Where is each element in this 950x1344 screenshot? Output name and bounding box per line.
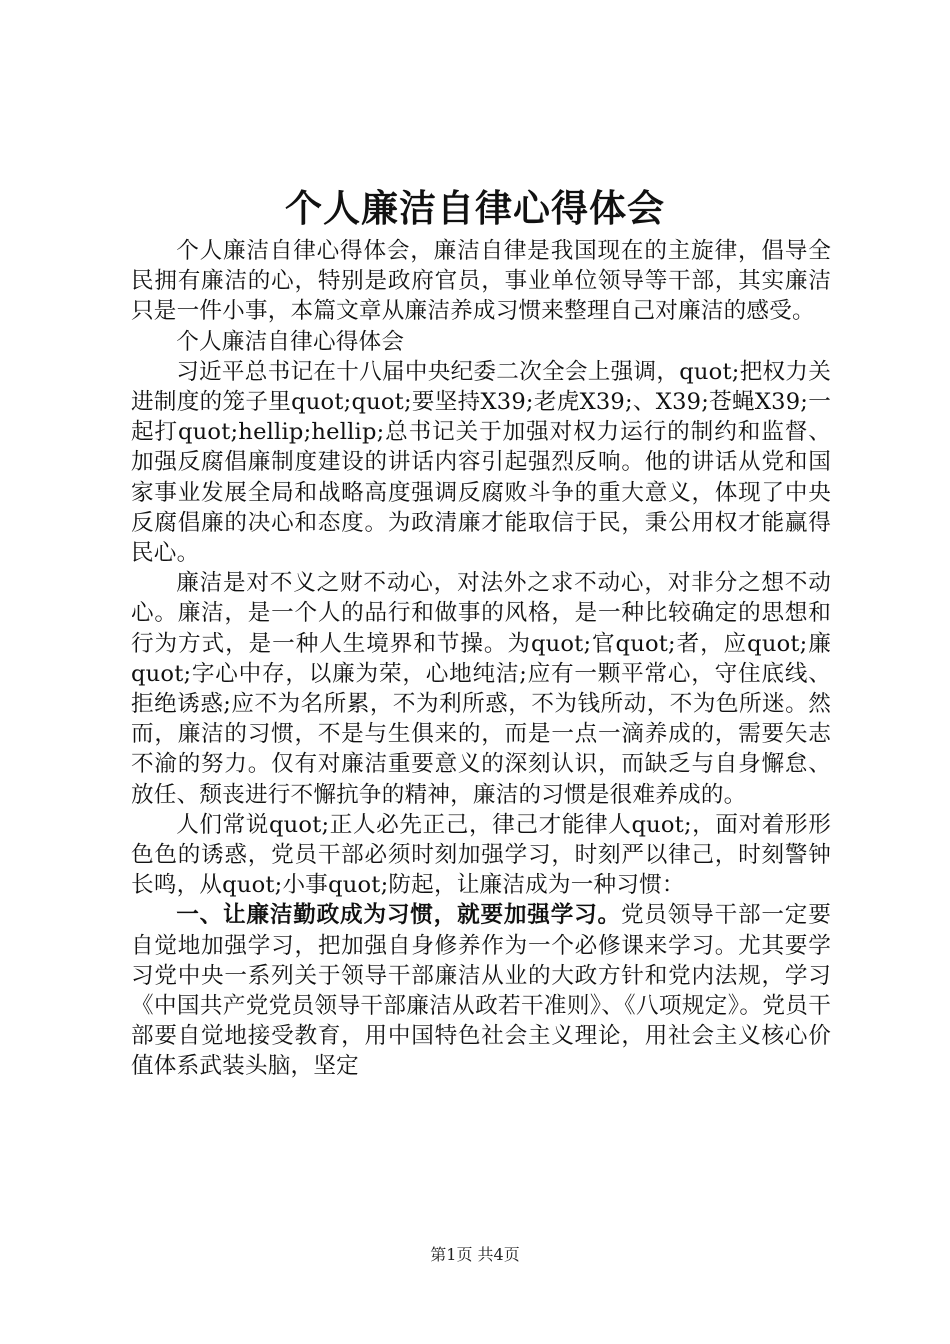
paragraph-xi-speech: 习近平总书记在十八届中央纪委二次全会上强调，quot;把权力关进制度的笼子里quot;quot;要坚持X39;老虎X39;、X39;苍蝇X39;一起打quot;hellip;hellip;总书记关于加强对权力运行的制约和监督、加强反腐倡廉制度建设的讲话内容引起强烈反响。他的讲话从党和国家事业发展全局和战略高度强调反腐败斗争的重大意义，体现了中央反腐倡廉的决心和态度。为政清廉才能取信于民，秉公用权才能赢得民心。 (131, 358, 831, 567)
paragraph-definition: 廉洁是对不义之财不动心，对法外之求不动心，对非分之想不动心。廉洁，是一个人的品行和做事的风格，是一种比较确定的思想和行为方式，是一种人生境界和节操。为quot;官quot;者，应quot;廉quot;字心中存，以廉为荣，心地纯洁;应有一颗平常心，守住底线、拒绝诱惑;应不为名所累，不为利所惑，不为钱所动，不为色所迷。然而，廉洁的习惯，不是与生俱来的，而是一点一滴养成的，需要矢志不渝的努力。仅有对廉洁重要意义的深刻认识，而缺乏与自身懈怠、放任、颓丧进行不懈抗争的精神，廉洁的习惯是很难养成的。 (131, 570, 831, 808)
paragraph-intro: 个人廉洁自律心得体会，廉洁自律是我国现在的主旋律，倡导全民拥有廉洁的心，特别是政府官员，事业单位领导等干部，其实廉洁只是一件小事，本篇文章从廉洁养成习惯来整理自己对廉洁的感受。 (131, 238, 831, 325)
paragraph-habit: 人们常说quot;正人必先正己，律己才能律人quot;，面对着形形色色的诱惑，党员干部必须时刻加强学习，时刻严以律己，时刻警钟长鸣，从quot;小事quot;防起，让廉洁成为一种习惯： (131, 811, 831, 899)
document-body (131, 236, 831, 1082)
section-1-heading: 一、让廉洁勤政成为习惯，就要加强学习。 (176, 902, 621, 929)
page-footer: 第1页 共4页 (430, 1245, 520, 1264)
paragraph-section-1 (131, 900, 831, 1081)
paragraph-subtitle: 个人廉洁自律心得体会 (176, 328, 405, 355)
section-1-text: 党员领导干部一定要自觉地加强学习，把加强自身修养作为一个必修课来学习。尤其要学习党中央一系列关于领导干部廉洁从业的大政方针和党内法规，学习《中国共产党党员领导干部廉洁从政若干准则》、《八项规定》。党员干部要自觉地接受教育，用中国特色社会主义理论，用社会主义核心价值体系武装头脑，坚定 (131, 902, 831, 1080)
document-title: 个人廉洁自律心得体会 (285, 187, 665, 230)
